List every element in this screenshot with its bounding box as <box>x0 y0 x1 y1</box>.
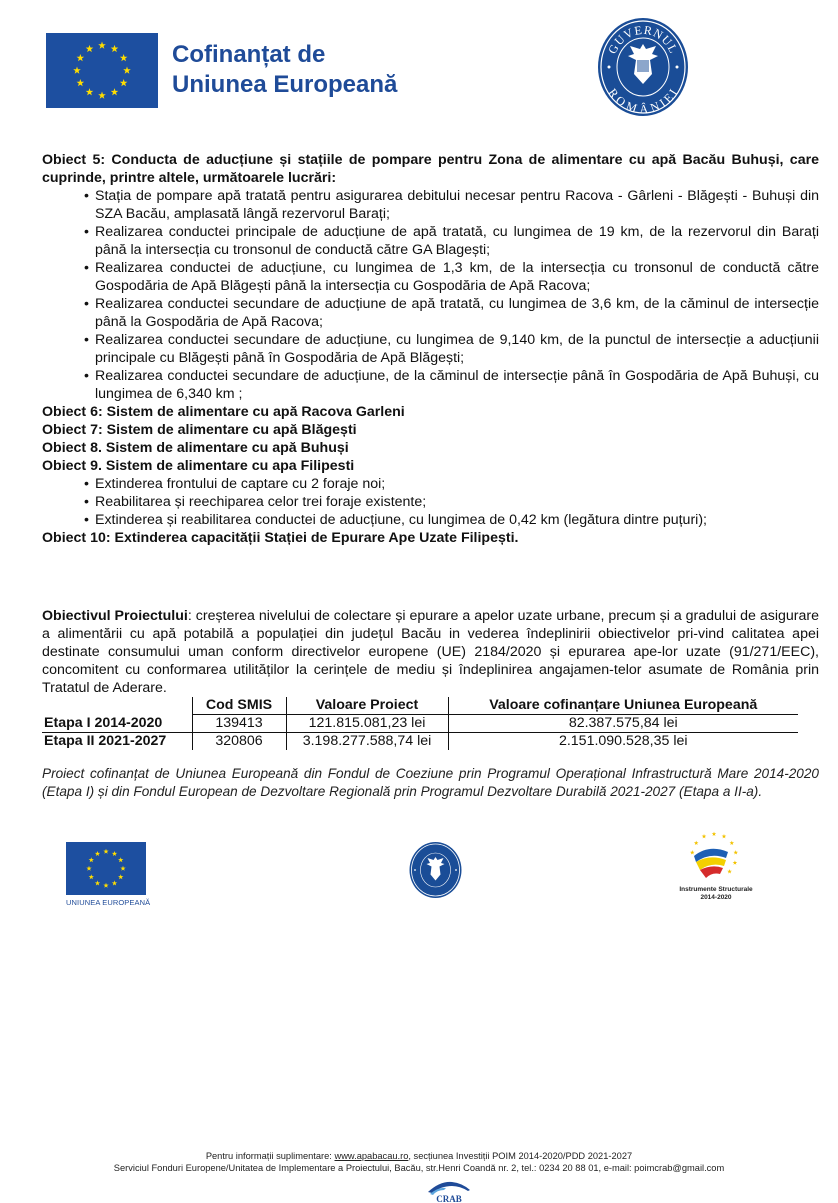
eu-star-icon <box>103 849 108 854</box>
page-footer <box>0 1150 838 1174</box>
column-header-stage <box>42 697 192 715</box>
object-7-title: Obiect 7: Sistem de alimentare cu apă Blăgești <box>42 422 357 438</box>
is-star-icon <box>733 860 738 864</box>
project-value-cell: 3.198.277.588,74 lei <box>286 733 448 751</box>
eu-value-cell: 2.151.090.528,35 lei <box>448 733 798 751</box>
is-star-icon <box>727 869 732 873</box>
eu-star-icon <box>118 857 123 862</box>
eu-star-icon <box>86 88 94 95</box>
smis-cell: 320806 <box>192 733 286 751</box>
document-header <box>0 0 838 130</box>
eu-logo-caption: UNIUNEA EUROPEANĂ <box>66 898 151 907</box>
eu-star-icon <box>95 880 100 885</box>
footer-info-line <box>0 1150 838 1162</box>
stage-cell: Etapa II 2021-2027 <box>44 733 167 749</box>
eu-star-icon <box>73 67 81 74</box>
eu-star-icon <box>118 874 123 879</box>
object-9-works-list <box>42 475 819 529</box>
is-star-icon <box>690 850 695 854</box>
smis-cell: 139413 <box>192 715 286 733</box>
is-star-icon <box>702 834 707 838</box>
eu-star-icon <box>123 67 131 74</box>
column-header-valoare-cofinantare: Valoare cofinanțare Uniunea Europeană <box>448 697 798 715</box>
object-10-title: Obiect 10: Extinderea capacității Stației de Epurare Ape Uzate Filipești. <box>42 530 519 546</box>
eu-star-icon <box>120 54 128 61</box>
eu-star-icon <box>120 866 125 871</box>
svg-text:CRAB: CRAB <box>436 1194 462 1203</box>
eu-star-icon <box>89 874 94 879</box>
instrumente-structurale-caption <box>664 886 768 902</box>
table-header-row <box>42 697 798 715</box>
objective-text: : creșterea nivelului de colectare și epurare a apelor uzate urbane, precum și a gradului de asigurare a alimentării cu apă potabilă a populației din județul Bacău in vederea îndeplinirii obiectivelor pri-vind calitatea apei destinate consumului uman conform directivelor europene (UE) 2184/2020 și epurarea ape-lor uzate (91/271/EEC), concomitent cu conformarea utilităților la cerințele de mediu și îndeplinirea angajamen-telor asumate de România prin Tratatul de Aderare. <box>42 608 819 696</box>
list-item: • Realizarea conductei secundare de aducțiune de apă tratată, cu lungimea de 3,6 km, de la căminul de intersecție până la Gospodăria de Apă Racova; <box>86 295 819 331</box>
website-link[interactable]: www.apabacau.ro <box>334 1151 409 1161</box>
is-star-icon <box>694 841 699 845</box>
objects-section <box>42 151 819 547</box>
project-objective <box>42 607 819 697</box>
eu-star-icon <box>103 883 108 888</box>
is-star-icon <box>722 834 727 838</box>
is-caption-line1: Instrumente Structurale <box>679 886 753 893</box>
is-star-icon <box>730 841 735 845</box>
object-9-title: Obiect 9. Sistem de alimentare cu apa Filipesti <box>42 458 355 474</box>
object-5-title: Obiect 5: Conducta de aducțiune și stațiile de pompare pentru Zona de alimentare cu apă Bacău Buhuși, care cuprinde, printre altele, următoarele lucrări: <box>42 152 819 186</box>
column-header-valoare-proiect: Valoare Proiect <box>286 697 448 715</box>
eu-star-icon <box>86 45 94 52</box>
guvernul-romaniei-seal-icon <box>596 16 690 118</box>
eu-star-icon <box>77 79 85 86</box>
eu-star-icon <box>98 42 106 49</box>
stage-cell: Etapa I 2014-2020 <box>42 715 192 733</box>
eu-star-icon <box>111 88 119 95</box>
instrumente-structurale-icon <box>684 826 744 886</box>
project-value-cell: 121.815.081,23 lei <box>286 715 448 733</box>
object-5-works-list <box>42 187 819 403</box>
object-6-title: Obiect 6: Sistem de alimentare cu apă Racova Garleni <box>42 404 405 420</box>
list-item: • Realizarea conductei secundare de aducțiune, de la căminul de intersecție până în Gospodăria de Apă Buhuși, cu lungimea de 6,340 km ; <box>86 367 819 403</box>
list-item: • Realizarea conductei de aducțiune, cu lungimea de 1,3 km, de la intersecția cu tronsonul de conductă către Gospodăria de Apă Blăgești până la intersecția cu Gospodăria de Apă Racova; <box>86 259 819 295</box>
eu-star-icon <box>112 880 117 885</box>
column-header-cod-smis: Cod SMIS <box>192 697 286 715</box>
eu-star-icon <box>112 851 117 856</box>
list-item: • Extinderea și reabilitarea conductei de aducțiune, cu lungimea de 0,42 km (legătura dintre puțuri); <box>86 511 819 529</box>
footer-info-prefix: Pentru informații suplimentare: <box>205 1151 335 1161</box>
eu-star-icon <box>89 857 94 862</box>
guvernul-romaniei-small-seal-icon <box>408 841 463 899</box>
cofinantat-line2: Uniunea Europeană <box>172 71 398 98</box>
list-item: • Stația de pompare apă tratată pentru asigurarea debitului necesar pentru Racova - Gârleni - Blăgești - Buhuși din SZA Bacău, amplasată lângă rezervorul Barați; <box>86 187 819 223</box>
list-item: • Reabilitarea și reechiparea celor trei foraje existente; <box>86 493 819 511</box>
table-row <box>42 715 798 733</box>
is-star-icon <box>712 832 717 836</box>
eu-star-icon <box>98 92 106 99</box>
finance-table <box>42 697 798 750</box>
is-caption-line2: 2014-2020 <box>700 894 732 901</box>
eu-star-icon <box>77 54 85 61</box>
footer-info-suffix: , secțiunea Investiții POIM 2014-2020/PDD 2021-2027 <box>408 1151 633 1161</box>
is-star-icon <box>733 850 738 854</box>
list-item: • Extinderea frontului de captare cu 2 foraje noi; <box>86 475 819 493</box>
object-8-title: Obiect 8. Sistem de alimentare cu apă Buhuși <box>42 440 349 456</box>
crab-logo-icon <box>424 1177 474 1203</box>
cofinantat-line1: Cofinanțat de <box>172 41 326 68</box>
list-item: • Realizarea conductei secundare de aducțiune, cu lungimea de 9,140 km, de la punctul de intersecție a aducțiunii principale cu Blăgești până în Gospodăria de Apă Blăgești; <box>86 331 819 367</box>
eu-value-cell: 82.387.575,84 lei <box>448 715 798 733</box>
eu-star-icon <box>120 79 128 86</box>
eu-star-icon <box>95 851 100 856</box>
cofinantat-heading <box>172 40 397 100</box>
eu-flag-small-icon <box>66 842 146 895</box>
eu-star-icon <box>111 45 119 52</box>
objective-label: Obiectivul Proiectului <box>42 608 188 624</box>
svg-text:ROMÂNIEI: ROMÂNIEI <box>605 85 681 117</box>
eu-star-icon <box>86 866 91 871</box>
footer-contact-line: Serviciul Fonduri Europene/Unitatea de Implementare a Proiectului, Bacău, str.Henri Coandă nr. 2, tel.: 0234 20 88 01, e-mail: poimcrab@gmail.com <box>113 1163 725 1173</box>
list-item: • Realizarea conductei principale de aducțiune de apă tratată, cu lungimea de 19 km, de la rezervorul din Barați până la intersecția cu tronsonul de conductă către GA Blagești; <box>86 223 819 259</box>
eu-flag-icon <box>46 33 158 108</box>
table-row <box>42 733 798 751</box>
partner-logos <box>0 838 838 913</box>
funding-note: Proiect cofinanțat de Uniunea Europeană din Fondul de Coeziune prin Programul Operațional Infrastructură Mare 2014-2020 (Etapa I) și din Fondul European de Dezvoltare Regională prin Programul Dezvoltare Durabilă 2021-2027 (Etapa a II-a). <box>42 766 819 799</box>
svg-text:GUVERNUL: GUVERNUL <box>605 22 681 57</box>
